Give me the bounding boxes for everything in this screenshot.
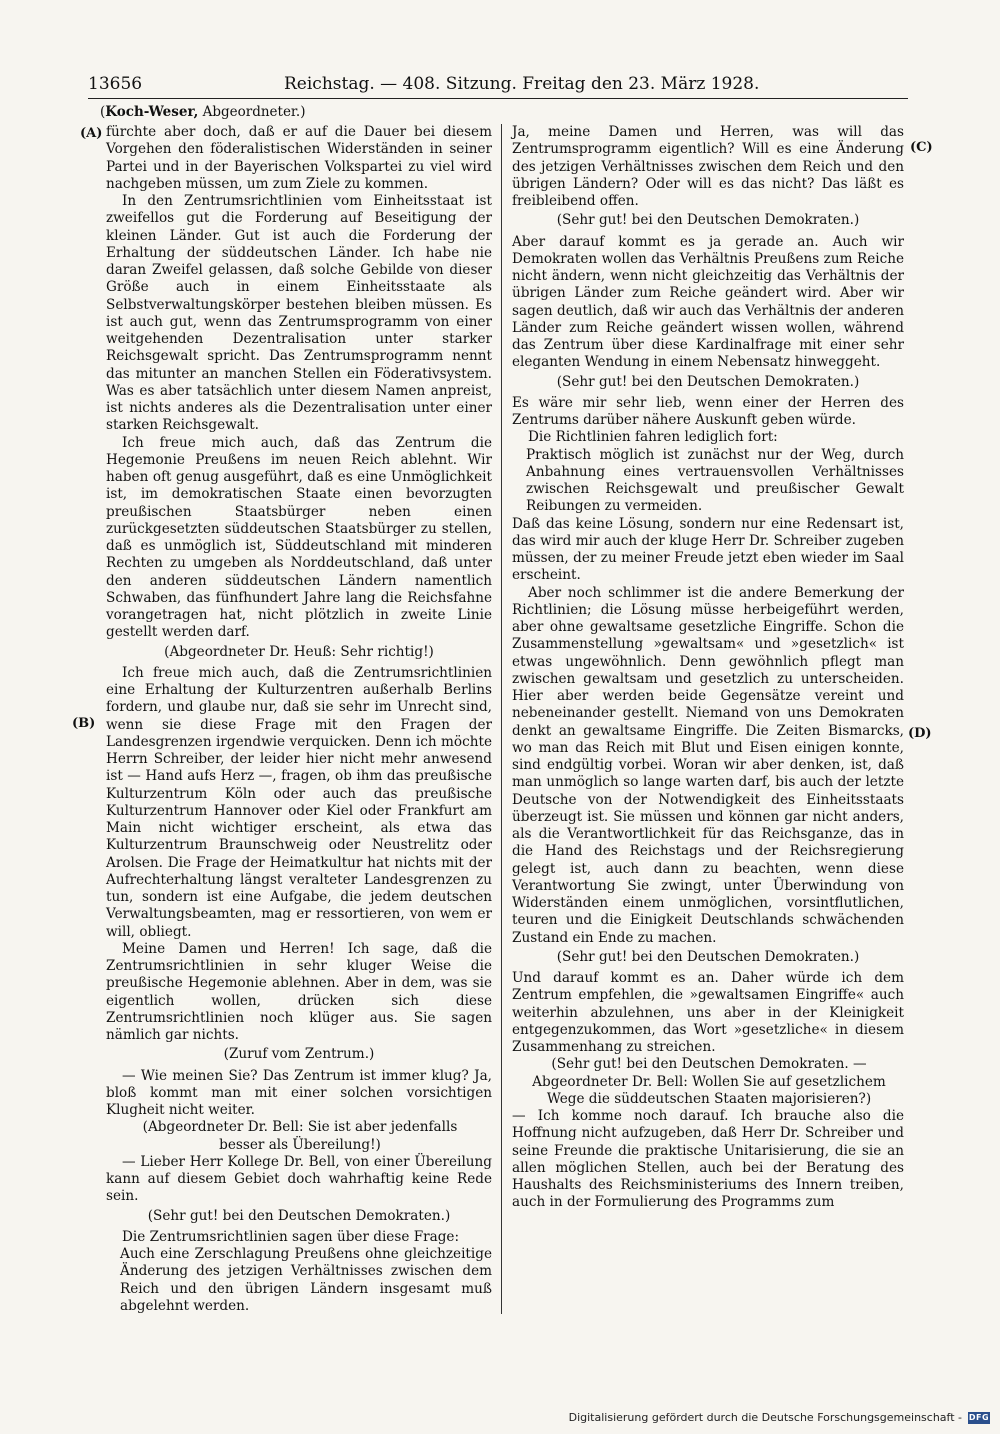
margin-mark-b: (B) xyxy=(72,716,96,731)
paragraph: Die Zentrumsrichtlinien sagen über diese Frage: xyxy=(122,1228,460,1245)
interjection: (Abgeordneter Dr. Heuß: Sehr richtig!) xyxy=(164,643,434,660)
paragraph: Die Richtlinien fahren lediglich fort: xyxy=(528,429,778,446)
paragraph: Aber darauf kommt es ja gerade an. Auch wir Demokraten wollen das Verhältnis Preußens zum Reiche nicht ändern, wenn nicht gleichzeitig das Verhältnis der übrigen Länder zum Reiche geändert wird. Aber wir sagen deutlich, daß wir auch das Verhältnis der anderen Länder zum Reiche geändert wissen wollen, während das Zentrum über diese Kardinalfrage mit einer sehr eleganten Wendung in einem Nebensatz hinweggeht. xyxy=(512,233,904,371)
margin-mark-c: (C) xyxy=(910,140,933,155)
paragraph: Daß das keine Lösung, sondern nur eine Redensart ist, das wird mir auch der kluge Herr Dr. Schreiber zugeben müssen, der zu meiner Freude jetzt eben wieder im Saal erscheint. xyxy=(512,515,904,584)
paragraph: Es wäre mir sehr lieb, wenn einer der Herren des Zentrums darüber nähere Auskunft geben würde. xyxy=(512,394,904,428)
paragraph: Ich freue mich auch, daß die Zentrumsrichtlinien eine Erhaltung der Kulturzentren außerhalb Berlins fordern, und glaube nur, daß sie sehr im Unrecht sind, wenn sie diese Frage mit den Fragen der Landesgrenzen irgendwie verquicken. Denn ich möchte Herrn Schreiber, der leider hier nicht mehr anwesend ist — Hand aufs Herz —, fragen, ob ihm das preußische Kulturzentrum Köln oder auch das preußische Kulturzentrum Hannover oder Kiel oder Frankfurt am Main nicht wichtiger erscheint, als etwa das Kulturzentrum Braunschweig oder Neustrelitz oder Arolsen. Die Frage der Heimatkultur hat nichts mit der Aufrechterhaltung längst veralteter Landesgrenzen zu tun, sondern ist eine Aufgabe, die jedem deutschen Verwaltungsbeamten, mag er ressortieren, von wem er will, obliegt. xyxy=(106,664,492,940)
interjection: (Sehr gut! bei den Deutschen Demokraten. — Abgeordneter Dr. Bell: Wollen Sie auf gesetzlichem Wege die süddeutschen Staaten majorisieren?) xyxy=(532,1056,886,1107)
right-column xyxy=(512,124,904,1212)
column-divider xyxy=(501,124,502,1314)
margin-mark-d: (D) xyxy=(908,726,932,741)
paragraph: Aber noch schlimmer ist die andere Bemerkung der Richtlinien; die Lösung müsse herbeigeführt werden, aber ohne gewaltsame gesetzliche Eingriffe. Schon die Zusammenstellung »gewaltsam« und »gesetzlich« ist etwas ungewöhnlich. Denn gewöhnlich pflegt man zwischen gewaltsam und gesetzlich zu unterscheiden. Hier aber werden beide Gegensätze vereint und nebeneinander gestellt. Niemand von uns Demokraten denkt an gewaltsame Eingriffe. Die Zeiten Bismarcks, wo man das Reich mit Blut und Eisen einigen konnte, sind endgültig vorbei. Woran wir aber denken, ist, daß man unmöglich so lange warten darf, bis auch der letzte Deutsche von der Notwendigkeit des Einheitsstaats überzeugt ist. Sie müssen und können gar nicht anders, als die Verantwortlichkeit für das Reichsganze, das in die Hand des Reichstags und der Reichsregierung gelegt ist, auch dann zu beachten, wenn diese Verantwortung Sie zwingt, unter Überwindung von Widerständen einem unmöglichen, vorsintflutlichen, teuren und die Einigkeit Deutschlands schwächenden Zustand ein Ende zu machen. xyxy=(512,584,904,946)
interjection: (Zuruf vom Zentrum.) xyxy=(223,1046,375,1063)
paragraph: — Ich komme noch darauf. Ich brauche also die Hoffnung nicht aufzugeben, daß Herr Dr. Schreiber und seine Freunde die praktische Unitarisierung, die sie an allen möglichen Stellen, auch bei der Beratung des Haushalts des Reichsministeriums des Innern treiben, auch in der Formulierung des Programms zum xyxy=(512,1108,904,1211)
interjection: (Sehr gut! bei den Deutschen Demokraten.) xyxy=(556,212,860,229)
interjection: (Sehr gut! bei den Deutschen Demokraten.) xyxy=(556,948,860,965)
dfg-logo-icon: DFG xyxy=(968,1413,990,1422)
paragraph: Ich freue mich auch, daß das Zentrum die Hegemonie Preußens im neuen Reich ablehnt. Wir haben oft genug ausgeführt, daß es eine Unmöglichkeit ist, im demokratischen Staate einen bevorzugten preußischen Staatsbürger neben einen zurückgesetzten süddeutschen Staatsbürger zu stellen, daß es unmöglich ist, Süddeutschland mit minderen Rechten zu umgeben als Norddeutschland, daß unter den anderen süddeutschen Ländern namentlich Schwaben, das fünfhundert Jahre lang die Reichsfahne vorangetragen hat, nicht plötzlich in zweite Linie gestellt werden darf. xyxy=(106,434,492,641)
quotation: Praktisch möglich ist zunächst nur der Weg, durch Anbahnung eines vertrauensvollen Verhältnisses zwischen Reichsgewalt und preußischer Gewalt Reibungen zu vermeiden. xyxy=(526,446,904,515)
interjection: (Sehr gut! bei den Deutschen Demokraten.) xyxy=(556,373,860,390)
margin-mark-a: (A) xyxy=(80,126,103,141)
footer xyxy=(569,1411,990,1424)
quotation: Auch eine Zerschlagung Preußens ohne gleichzeitige Änderung des jetzigen Verhältnisses zwischen dem Reich und den übrigen Ländern insgesamt muß abgelehnt werden. xyxy=(120,1246,492,1314)
paragraph: Meine Damen und Herren! Ich sage, daß die Zentrumsrichtlinien in sehr kluger Weise die preußische Hegemonie ablehnen. Aber in dem, was sie eigentlich wollen, drücken sich diese Zentrumsrichtlinien noch klüger aus. Sie sagen nämlich gar nichts. xyxy=(106,940,492,1043)
footer-text: Digitalisierung gefördert durch die Deutsche Forschungsgemeinschaft - xyxy=(568,1411,962,1424)
left-column xyxy=(106,124,492,1315)
speaker-line xyxy=(100,104,305,120)
paragraph: — Wie meinen Sie? Das Zentrum ist immer klug? Ja, bloß kommt man mit einer solchen vorsichtigen Klugheit nicht weiter. xyxy=(106,1067,492,1118)
paragraph: fürchte aber doch, daß er auf die Dauer bei diesem Vorgehen den föderalistischen Widerständen in seiner Partei und in der Bayerischen Volkspartei zu viel wird nachgeben müssen, um zum Ziele zu kommen. xyxy=(106,124,492,192)
interjection: (Sehr gut! bei den Deutschen Demokraten.) xyxy=(147,1207,451,1224)
paragraph: Und darauf kommt es an. Daher würde ich dem Zentrum empfehlen, die »gewaltsamen Eingriffe« auch weiterhin abzulehnen, uns aber in der Kleinigkeit entgegenzukommen, das Wort »gesetzliche« in diesem Zusammenhang zu streichen. xyxy=(512,970,904,1055)
speaker-role: Abgeordneter.) xyxy=(202,104,306,120)
paragraph: In den Zentrumsrichtlinien vom Einheitsstaat ist zweifellos gut die Forderung auf Beseitigung der kleinen Länder. Gut ist auch die Forderung der Erhaltung der süddeutschen Länder. Ich habe nie daran Zweifel gelassen, daß solche Gebilde von dieser Größe auch in einem Einheitsstaate als Selbstverwaltungskörper bestehen bleiben müssen. Es ist auch gut, wenn das Zentrumsprogramm von einer weitgehenden Dezentralisation unter starker Reichsgewalt spricht. Das Zentrumsprogramm nennt das mitunter an manchen Stellen ein Föderativsystem. Was es aber tatsächlich unter diesem Namen anpreist, ist nichts anderes als die Dezentralisation unter einer starken Reichsgewalt. xyxy=(106,193,492,434)
page-header xyxy=(88,72,908,99)
interjection: (Abgeordneter Dr. Bell: Sie ist aber jedenfalls besser als Übereilung!) xyxy=(142,1119,458,1153)
speaker-open: ( xyxy=(100,104,106,120)
page-number: 13656 xyxy=(88,74,143,94)
paragraph: Ja, meine Damen und Herren, was will das Zentrumsprogramm eigentlich? Will es eine Änderung des jetzigen Verhältnisses zwischen dem Reich und den übrigen Ländern? Oder will es das nicht? Das läßt es freibleibend offen. xyxy=(512,124,904,209)
paragraph: — Lieber Herr Kollege Dr. Bell, von einer Übereilung kann auf diesem Gebiet doch wahrhaftig keine Rede sein. xyxy=(106,1153,492,1205)
running-title: Reichstag. — 408. Sitzung. Freitag den 23. März 1928. xyxy=(284,74,760,94)
speaker-name: Koch-Weser, xyxy=(105,104,199,120)
